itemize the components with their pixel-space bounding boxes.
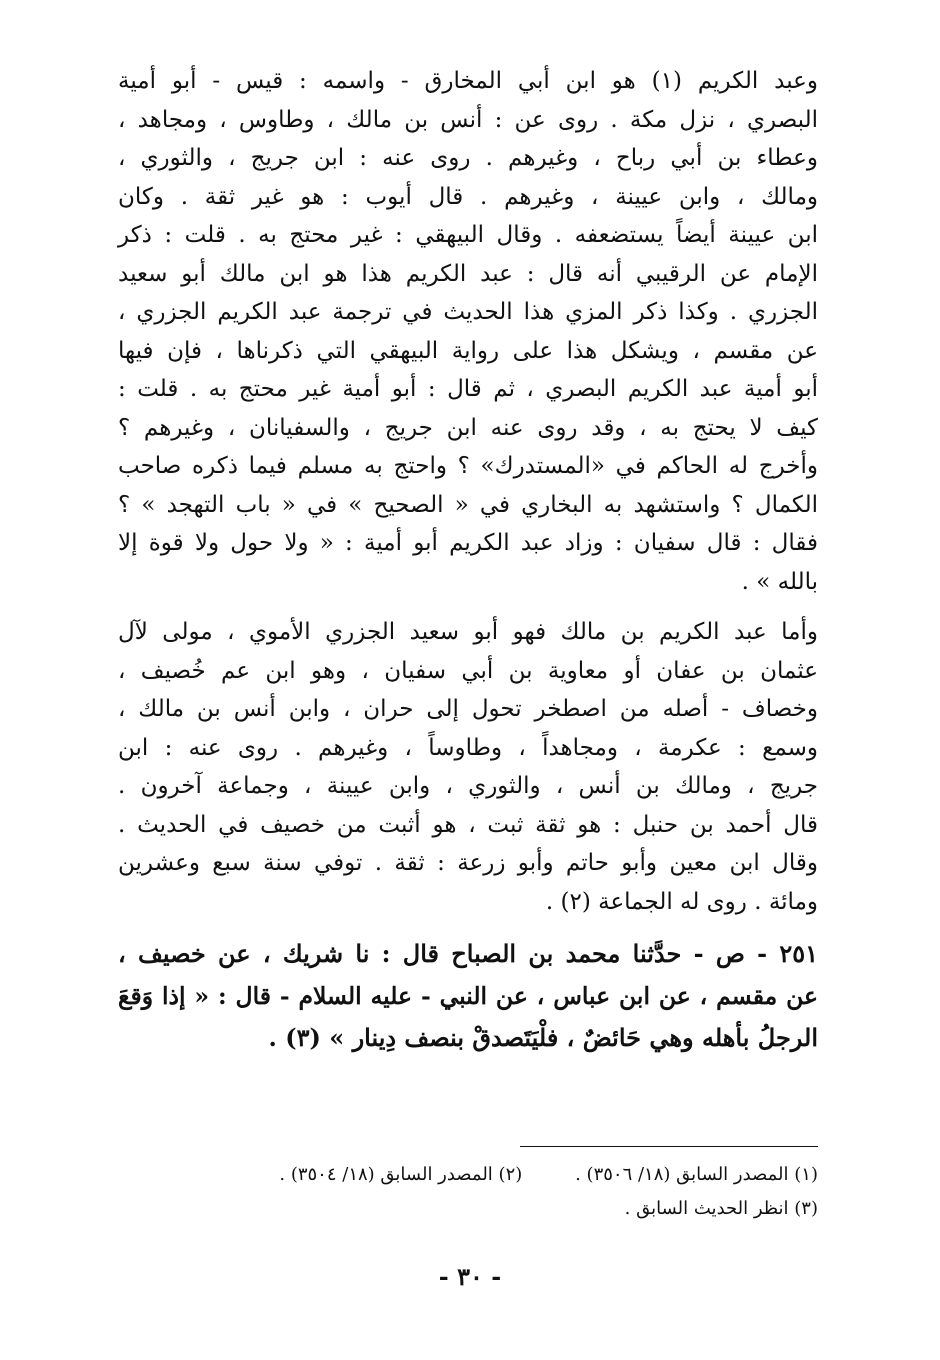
hadith-251: [118, 933, 818, 1059]
text-line: الكمال ؟ واستشهد به البخاري في « الصحيح » في « باب التهجد » ؟: [118, 491, 818, 518]
text-line: ومائة . روى له الجماعة (٢) .: [545, 888, 818, 915]
hadith-line: ٢٥١ - ص - حدَّثنا محمد بن الصباح قال : نا شريك ، عن خصيف ،: [118, 939, 818, 968]
main-text: [118, 62, 818, 1059]
hadith-line: الرجلُ بأهله وهي حَائضٌ ، فلْيَتَصدقْ بنصف دِينار » (٣) .: [268, 1023, 818, 1052]
footnote-row: [118, 1192, 818, 1226]
text-line: وعبد الكريم (١) هو ابن أبي المخارق - واسمه : قيس - أبو أمية: [118, 68, 819, 94]
text-line: وقال ابن معين وأبو حاتم وأبو زرعة : ثقة . توفي سنة سبع وعشرين: [118, 850, 818, 876]
paragraph-abd-al-karim-ibn-malik: [118, 613, 818, 921]
text-line: البصري ، نزل مكة . روى عن : أنس بن مالك ، وطاوس ، ومجاهد ،: [118, 106, 818, 133]
text-line: وعطاء بن أبي رباح ، وغيرهم . روى عنه : ابن جريج ، والثوري ،: [118, 145, 818, 171]
text-line: ومالك ، وابن عيينة ، وغيرهم . قال أيوب : هو غير ثقة . وكان: [118, 183, 818, 210]
footnote-divider: [520, 1146, 818, 1147]
text-line: الجزري . وكذا ذكر المزي هذا الحديث في ترجمة عبد الكريم الجزري ،: [118, 299, 818, 325]
footnotes: [118, 1158, 818, 1226]
hadith-line: عن مقسم ، عن ابن عباس ، عن النبي - عليه السلام - قال : « إذا وَقعَ: [118, 982, 819, 1010]
text-line: كيف لا يحتج به ، وقد روى عنه ابن جريج ، والسفيانان ، وغيرهم ؟: [118, 414, 818, 441]
text-line: عن مقسم ، ويشكل هذا على رواية البيهقي التي ذكرناها ، فإن فيها: [118, 337, 818, 364]
footnote-row: [118, 1158, 818, 1192]
text-line: جريج ، ومالك بن أنس ، والثوري ، وابن عيينة ، وجماعة آخرون .: [118, 773, 818, 799]
text-line: فقال : قال سفيان : وزاد عبد الكريم أبو أمية : « ولا حول ولا قوة إلا: [118, 530, 818, 556]
page-number: - ٣٠ -: [438, 1262, 502, 1291]
footnote-3: (٣) انظر الحديث السابق .: [624, 1198, 818, 1219]
text-line: الإمام عن الرقيبي أنه قال : عبد الكريم هذا هو ابن مالك أبو سعيد: [118, 260, 818, 287]
text-line: وأخرج له الحاكم في «المستدرك» ؟ واحتج به مسلم فيما ذكره صاحب: [118, 453, 818, 479]
text-line: بالله » .: [741, 568, 818, 595]
footnote-2: (٢) المصدر السابق (١٨/ ٣٥٠٤) .: [279, 1164, 523, 1185]
text-line: وسمع : عكرمة ، ومجاهداً ، وطاوساً ، وغيرهم . روى عنه : ابن: [118, 734, 818, 761]
text-line: عثمان بن عفان أو معاوية بن أبي سفيان ، وهو ابن عم خُصيف ،: [118, 657, 818, 684]
footnote-1: (١) المصدر السابق (١٨/ ٣٥٠٦) .: [575, 1164, 818, 1185]
text-line: قال أحمد بن حنبل : هو ثقة ثبت ، هو أثبت من خصيف في الحديث .: [118, 811, 818, 838]
text-line: أبو أمية عبد الكريم البصري ، ثم قال : أبو أمية غير محتج به . قلت :: [118, 376, 818, 402]
text-line: وأما عبد الكريم بن مالك فهو أبو سعيد الجزري الأموي ، مولى لآل: [118, 619, 818, 645]
text-line: وخصاف - أصله من اصطخر تحول إلى حران ، وابن أنس بن مالك ،: [118, 696, 818, 722]
text-line: ابن عيينة أيضاً يستضعفه . وقال البيهقي : غير محتج به . قلت : ذكر: [118, 222, 818, 248]
paragraph-abd-al-karim-abu-umayya: [118, 62, 818, 601]
